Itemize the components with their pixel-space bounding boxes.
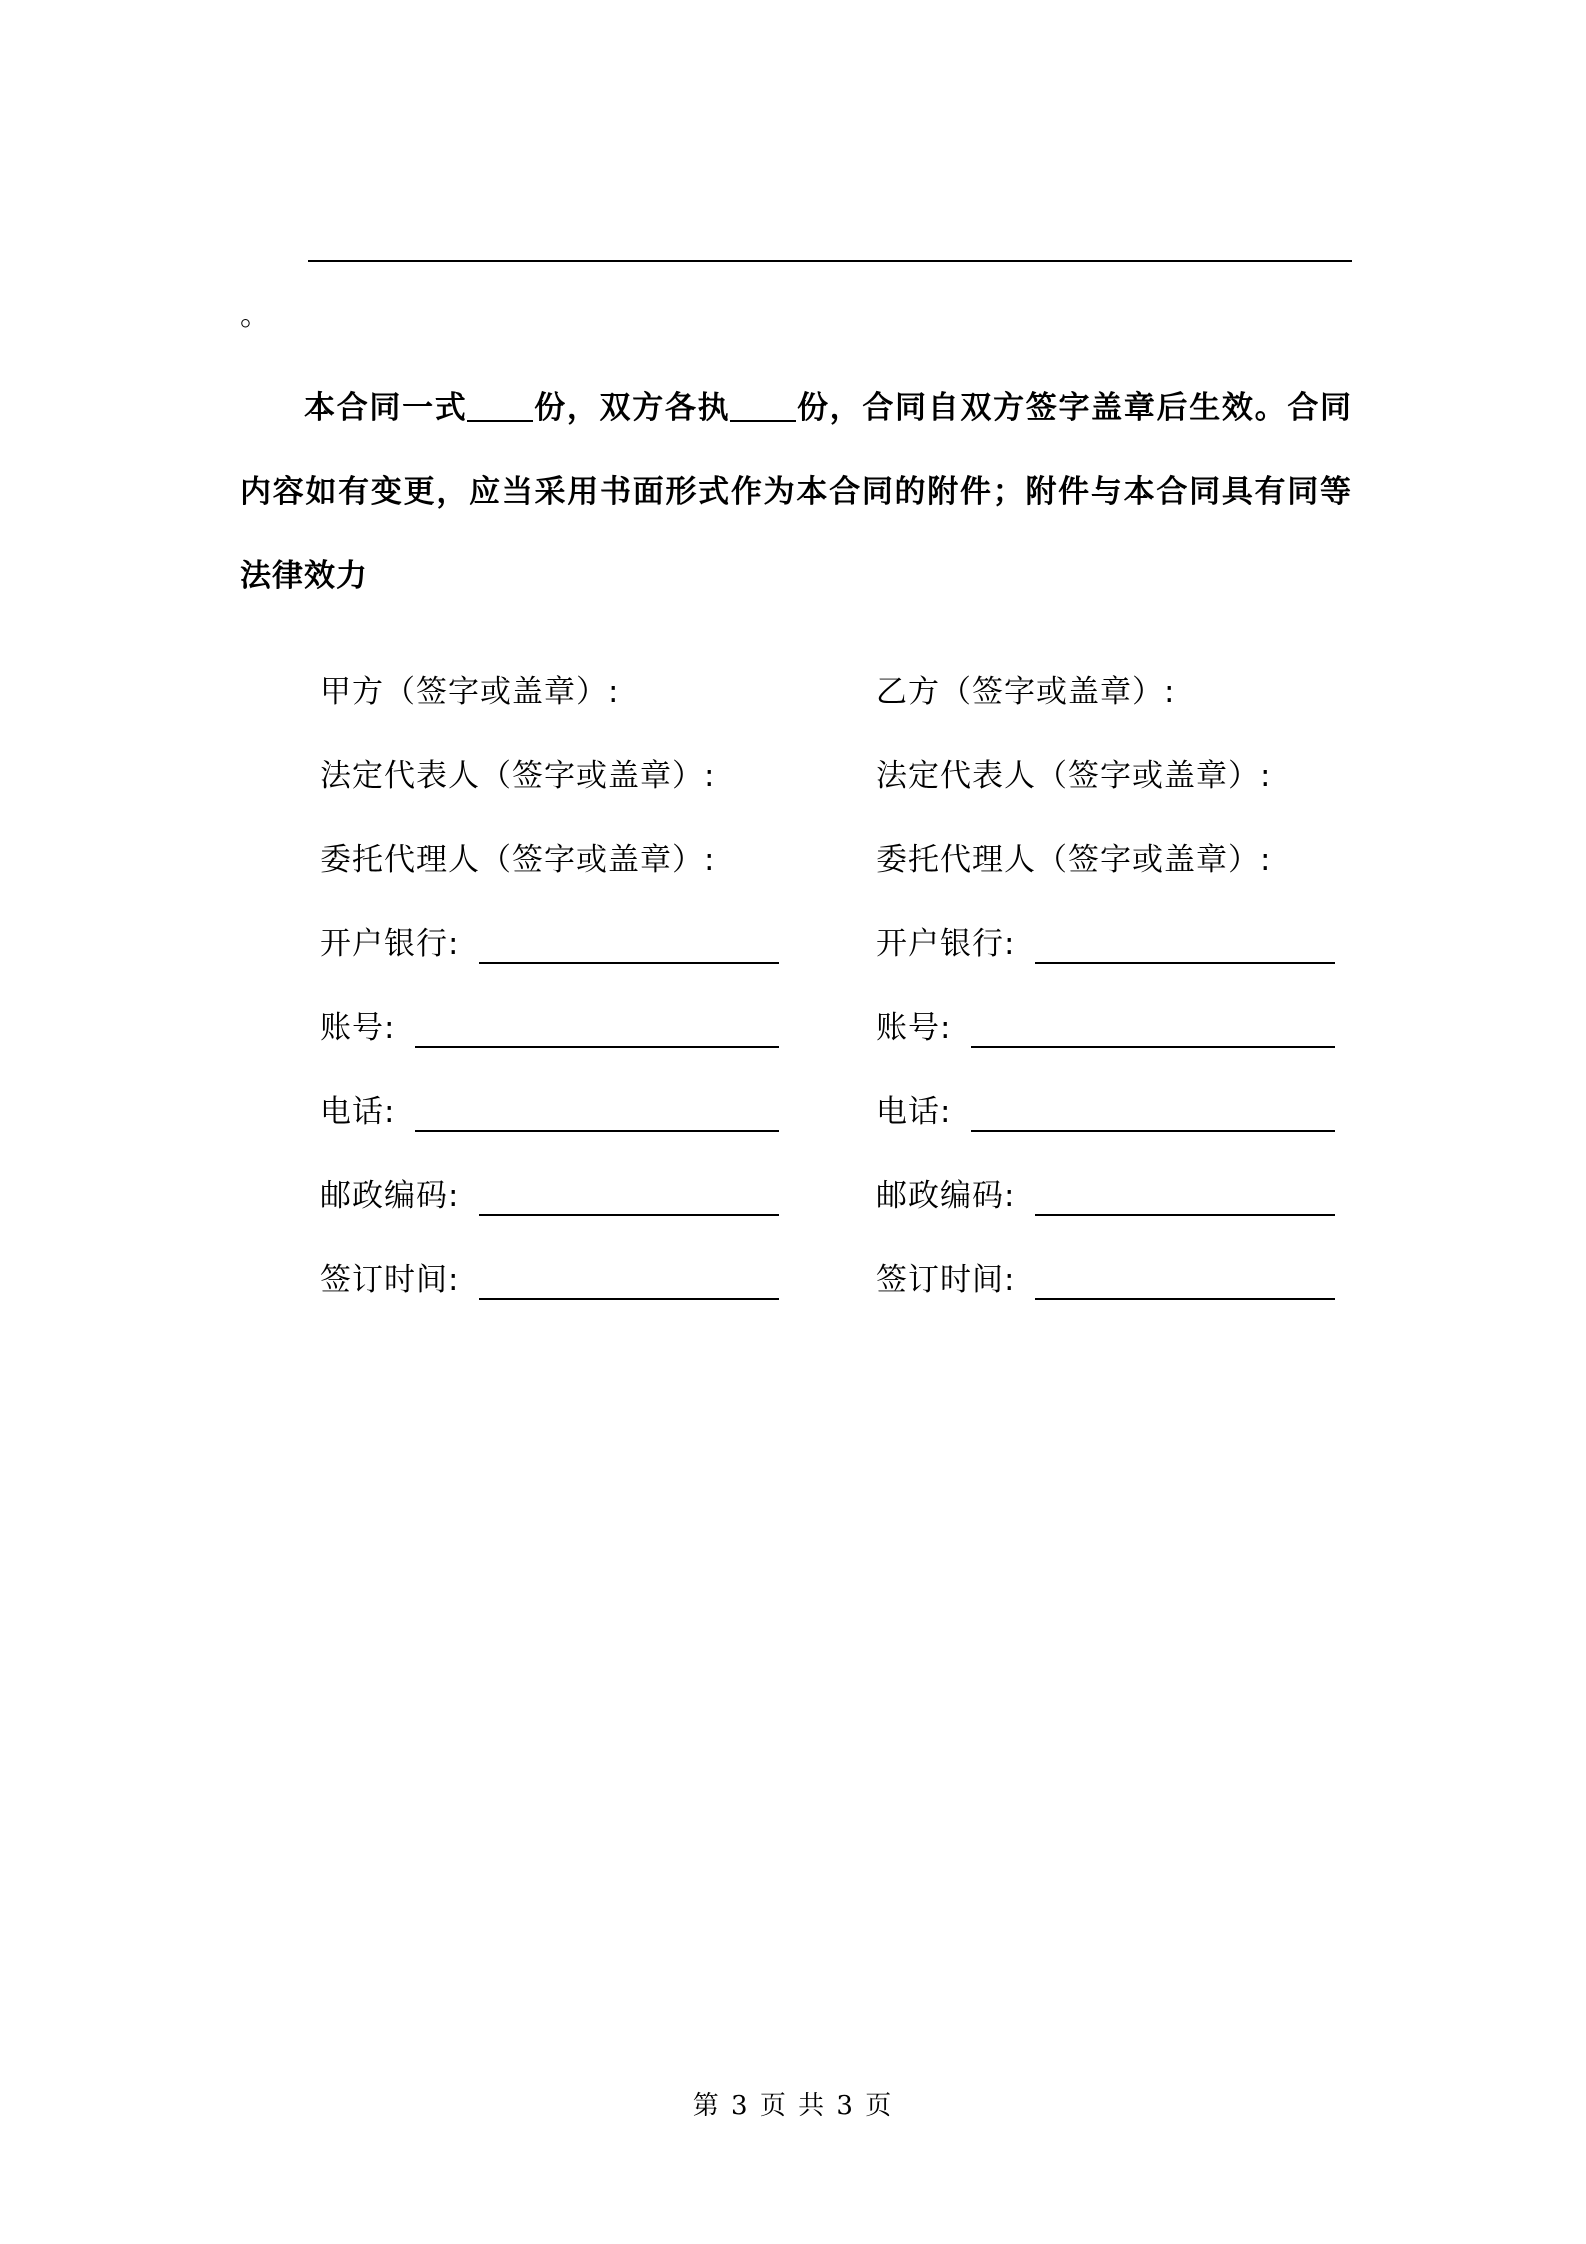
party-b-postcode-label: 邮政编码: xyxy=(876,1178,1016,1214)
party-b-date-line xyxy=(1035,1250,1335,1300)
party-a-postcode-row xyxy=(320,1166,840,1250)
party-a-phone-label: 电话: xyxy=(320,1094,396,1130)
clause-text-1: 本合同一式 xyxy=(304,390,468,426)
party-b-agent-label: 委托代理人（签字或盖章）: xyxy=(876,842,1272,878)
party-b-account-line xyxy=(971,998,1335,1048)
party-b-legal-rep-row xyxy=(876,746,1396,830)
party-a-phone-row xyxy=(320,1082,840,1166)
party-b-postcode-line xyxy=(1035,1166,1335,1216)
party-a-label: 甲方（签字或盖章）: xyxy=(320,674,620,710)
party-b-date-label: 签订时间: xyxy=(876,1262,1016,1298)
party-a-date-line xyxy=(479,1250,779,1300)
party-b-bank-line xyxy=(1035,914,1335,964)
copies-clause xyxy=(240,366,1352,618)
fill-in-line xyxy=(308,260,1352,262)
party-a-date-label: 签订时间: xyxy=(320,1262,460,1298)
party-a-signature-block xyxy=(320,662,840,1334)
party-b-account-label: 账号: xyxy=(876,1010,952,1046)
party-a-signature-row xyxy=(320,662,840,746)
party-a-account-line xyxy=(415,998,779,1048)
party-a-agent-label: 委托代理人（签字或盖章）: xyxy=(320,842,716,878)
party-b-postcode-row xyxy=(876,1166,1396,1250)
party-b-label: 乙方（签字或盖章）: xyxy=(876,674,1176,710)
party-b-account-row xyxy=(876,998,1396,1082)
copies-total-blank xyxy=(467,390,533,422)
party-b-phone-line xyxy=(971,1082,1335,1132)
party-b-signature-row xyxy=(876,662,1396,746)
party-a-postcode-line xyxy=(479,1166,779,1216)
party-a-agent-row xyxy=(320,830,840,914)
party-a-account-label: 账号: xyxy=(320,1010,396,1046)
page-number-footer: 第 3 页 共 3 页 xyxy=(692,2091,894,2121)
party-a-bank-label: 开户银行: xyxy=(320,926,460,962)
party-a-postcode-label: 邮政编码: xyxy=(320,1178,460,1214)
party-b-signature-block xyxy=(876,662,1396,1334)
trailing-period: 。 xyxy=(240,298,270,333)
party-b-phone-label: 电话: xyxy=(876,1094,952,1130)
party-b-date-row xyxy=(876,1250,1396,1334)
party-b-bank-row xyxy=(876,914,1396,998)
party-a-legal-rep-row xyxy=(320,746,840,830)
clause-text-3: 份，合同自双方签字盖章后生效。合同内容如有变更，应当采用书面形式作为本合同的附件；附件与本合同具有同等法律效力 xyxy=(240,390,1353,594)
party-b-agent-row xyxy=(876,830,1396,914)
party-a-date-row xyxy=(320,1250,840,1334)
party-a-legal-rep-label: 法定代表人（签字或盖章）: xyxy=(320,758,716,794)
party-a-account-row xyxy=(320,998,840,1082)
party-b-legal-rep-label: 法定代表人（签字或盖章）: xyxy=(876,758,1272,794)
party-b-bank-label: 开户银行: xyxy=(876,926,1016,962)
party-a-phone-line xyxy=(415,1082,779,1132)
party-a-bank-line xyxy=(479,914,779,964)
party-a-bank-row xyxy=(320,914,840,998)
party-b-phone-row xyxy=(876,1082,1396,1166)
copies-each-blank xyxy=(730,390,796,422)
clause-text-2: 份，双方各执 xyxy=(533,390,731,426)
